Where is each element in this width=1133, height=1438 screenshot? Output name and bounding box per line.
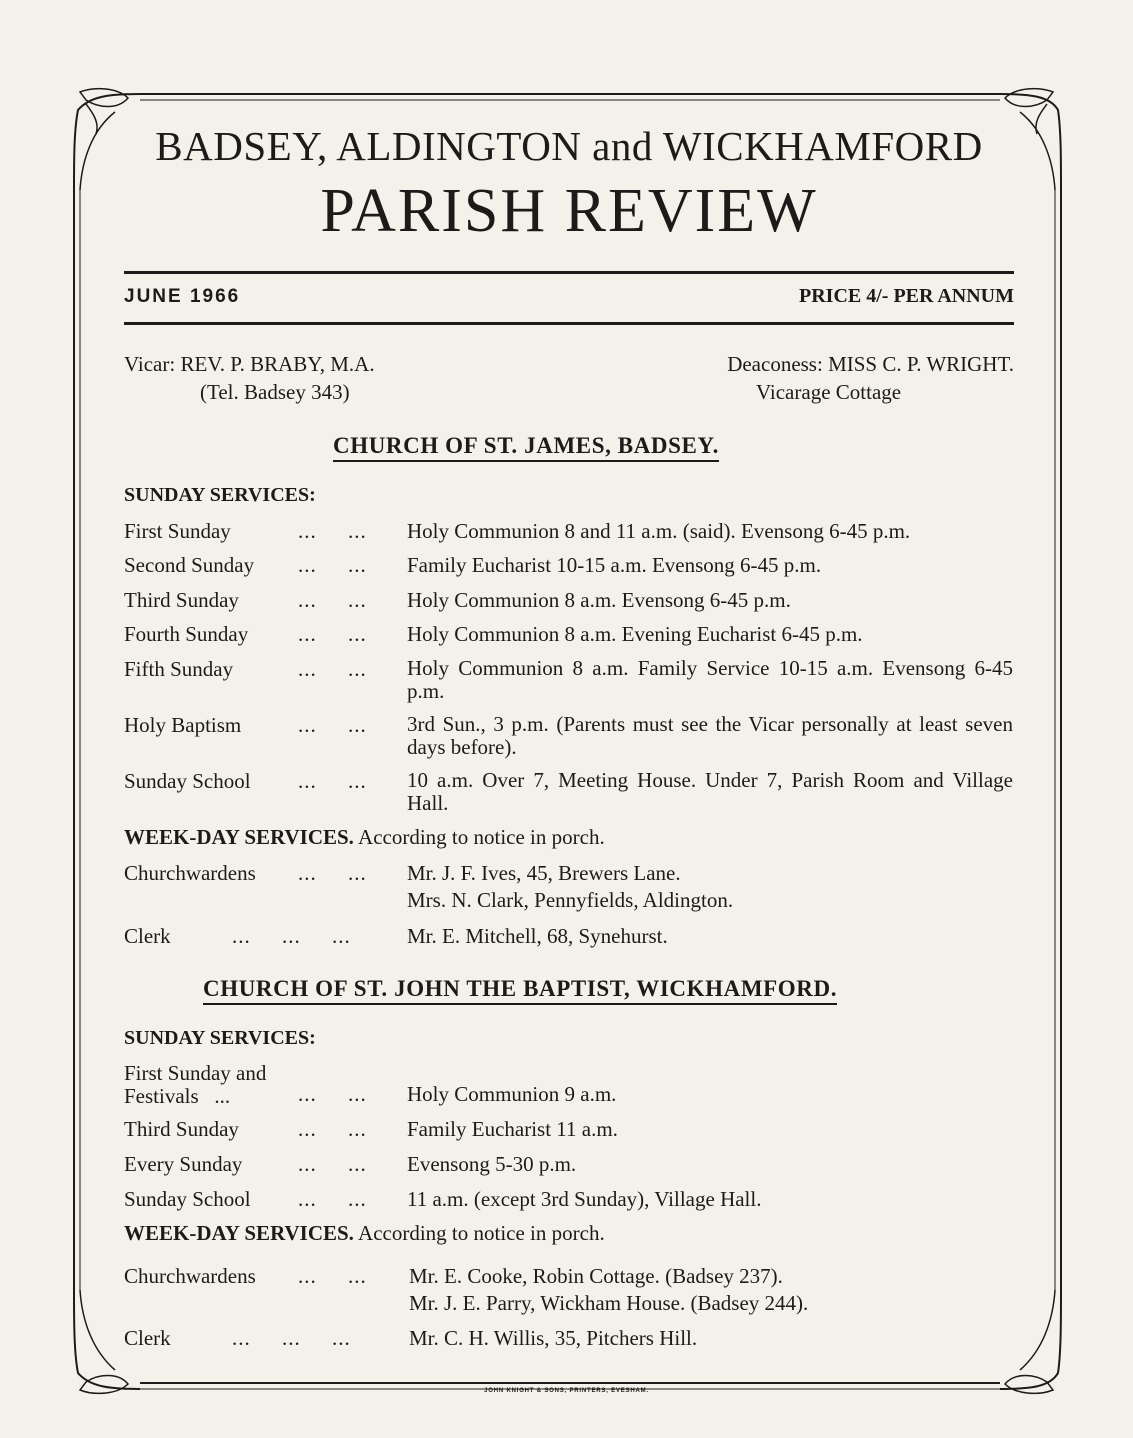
service-detail: 10 a.m. Over 7, Meeting House. Under 7, Parish Room and Village Hall.: [407, 768, 1013, 815]
deaconess-name: Deaconess: MISS C. P. WRIGHT.: [727, 352, 1014, 376]
leader-dots: ... ...: [298, 657, 367, 681]
wickhamford-church-heading: CHURCH OF ST. JOHN THE BAPTIST, WICKHAMFORD.: [203, 976, 837, 1005]
service-detail: Holy Communion 8 a.m. Evening Eucharist 6-45 p.m.: [407, 622, 863, 646]
masthead-title-line2: PARISH REVIEW: [320, 177, 818, 245]
leader-dots: ... ... ...: [232, 924, 351, 948]
churchwarden-name: Mrs. N. Clark, Pennyfields, Aldington.: [407, 888, 734, 912]
leader-dots: ... ...: [298, 1117, 367, 1141]
service-label: Holy Baptism: [124, 713, 242, 737]
service-detail: Family Eucharist 11 a.m.: [407, 1117, 618, 1141]
service-label: Fifth Sunday: [124, 657, 234, 681]
churchwardens-label: Churchwardens: [124, 1264, 256, 1288]
weekday-text: According to notice in porch.: [358, 825, 605, 849]
leader-dots: ... ...: [298, 1152, 367, 1176]
leader-dots: ... ... ...: [232, 1326, 351, 1350]
service-label: Second Sunday: [124, 553, 255, 577]
weekday-heading: WEEK-DAY SERVICES.: [124, 1221, 354, 1245]
service-label: First Sunday and Festivals ...: [124, 1061, 267, 1108]
leader-dots: ... ...: [298, 553, 367, 577]
service-label: Third Sunday: [124, 588, 239, 612]
service-detail: 11 a.m. (except 3rd Sunday), Village Hall.: [407, 1187, 762, 1211]
masthead-title-line1: BADSEY, ALDINGTON and WICKHAMFORD: [155, 123, 983, 169]
leader-dots: ... ...: [298, 713, 367, 737]
printer-imprint: JOHN KNIGHT & SONS, PRINTERS, EVESHAM.: [484, 1388, 649, 1394]
leader-dots: ... ...: [298, 861, 367, 885]
leader-dots: ... ...: [298, 519, 367, 543]
churchwarden-name: Mr. J. E. Parry, Wickham House. (Badsey 244).: [409, 1291, 809, 1315]
wickhamford-weekday-services: [124, 1221, 605, 1246]
service-detail: Holy Communion 9 a.m.: [407, 1082, 617, 1106]
deaconess-address: Vicarage Cottage: [756, 380, 902, 404]
vicar-telephone: (Tel. Badsey 343): [200, 380, 350, 404]
service-detail: Holy Communion 8 a.m. Family Service 10-15 a.m. Evensong 6-45 p.m.: [407, 656, 1013, 703]
badsey-sunday-services-heading: SUNDAY SERVICES:: [124, 484, 316, 506]
leader-dots: ... ...: [298, 622, 367, 646]
vicar-name: Vicar: REV. P. BRABY, M.A.: [124, 352, 375, 376]
masthead-bottom-rule: [124, 322, 1014, 325]
issue-price: PRICE 4/- PER ANNUM: [799, 285, 1014, 307]
clerk-name: Mr. E. Mitchell, 68, Synehurst.: [407, 924, 668, 948]
badsey-church-heading: CHURCH OF ST. JAMES, BADSEY.: [333, 433, 719, 462]
churchwardens-label: Churchwardens: [124, 861, 256, 885]
service-detail: Family Eucharist 10-15 a.m. Evensong 6-45 p.m.: [407, 553, 822, 577]
badsey-weekday-services: [124, 825, 605, 850]
service-label: Every Sunday: [124, 1152, 243, 1176]
churchwarden-name: Mr. E. Cooke, Robin Cottage. (Badsey 237).: [409, 1264, 783, 1288]
leader-dots: ... ...: [298, 1187, 367, 1211]
service-detail: Evensong 5-30 p.m.: [407, 1152, 577, 1176]
service-label: First Sunday: [124, 519, 231, 543]
service-label: Sunday School: [124, 1187, 251, 1211]
leader-dots: ... ...: [298, 1082, 367, 1106]
churchwarden-name: Mr. J. F. Ives, 45, Brewers Lane.: [407, 861, 681, 885]
leader-dots: ... ...: [298, 769, 367, 793]
weekday-heading: WEEK-DAY SERVICES.: [124, 825, 354, 849]
clerk-name: Mr. C. H. Willis, 35, Pitchers Hill.: [409, 1326, 698, 1350]
wickhamford-sunday-services-heading: SUNDAY SERVICES:: [124, 1027, 316, 1049]
service-label: Third Sunday: [124, 1117, 239, 1141]
masthead-top-rule: [124, 271, 1014, 274]
weekday-text: According to notice in porch.: [358, 1221, 605, 1245]
service-detail: Holy Communion 8 and 11 a.m. (said). Evensong 6-45 p.m.: [407, 519, 911, 543]
clerk-label: Clerk: [124, 924, 171, 948]
issue-date: JUNE 1966: [124, 286, 241, 307]
service-detail: 3rd Sun., 3 p.m. (Parents must see the Vicar personally at least seven days before).: [407, 712, 1013, 759]
service-detail: Holy Communion 8 a.m. Evensong 6-45 p.m.: [407, 588, 791, 612]
service-label: Fourth Sunday: [124, 622, 249, 646]
service-label: Sunday School: [124, 769, 251, 793]
leader-dots: ... ...: [298, 588, 367, 612]
clerk-label: Clerk: [124, 1326, 171, 1350]
leader-dots: ... ...: [298, 1264, 367, 1288]
